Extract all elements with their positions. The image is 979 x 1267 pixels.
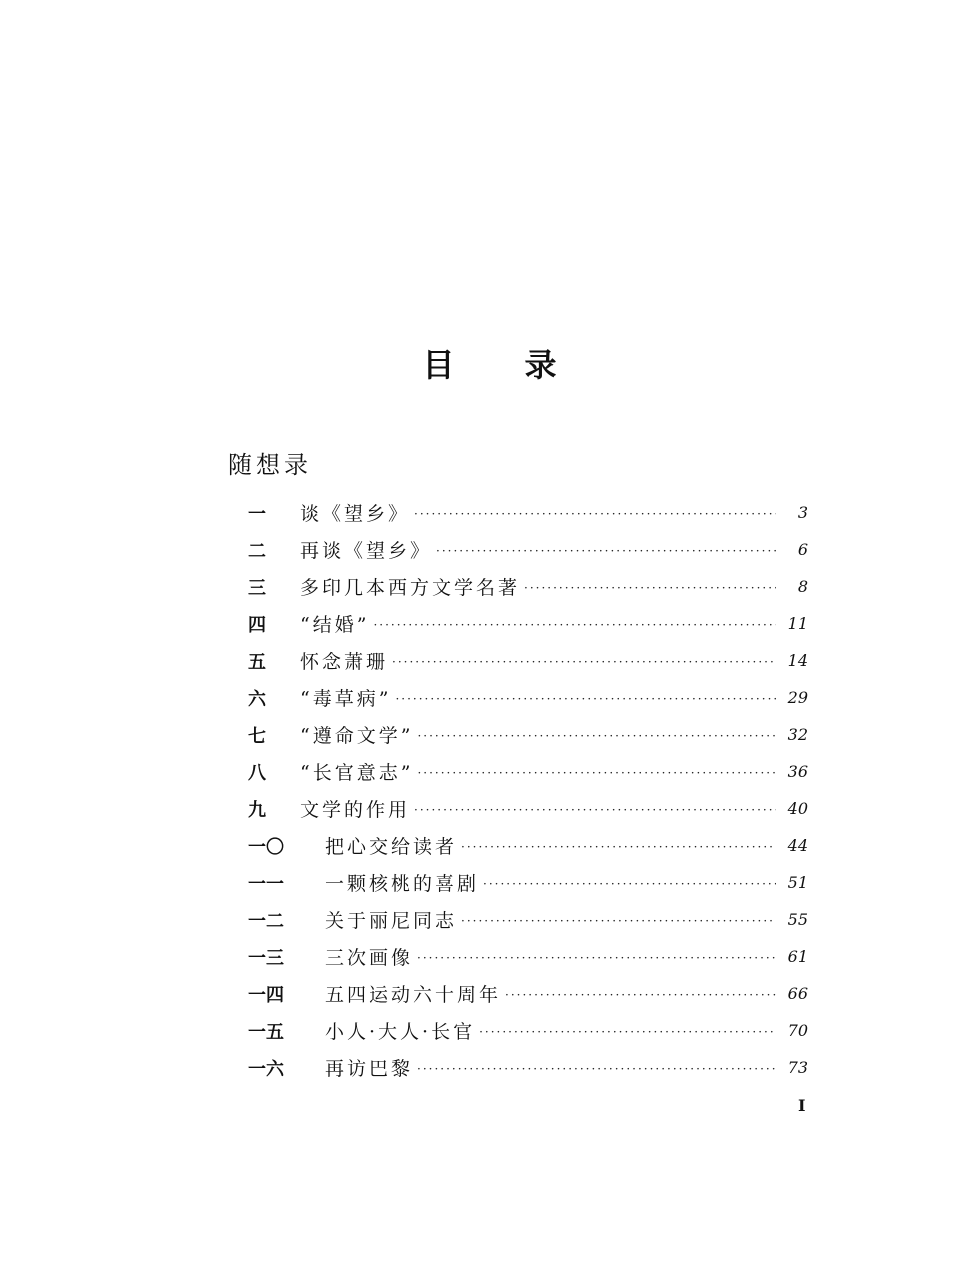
page-folio: I — [798, 1096, 806, 1115]
entry-number: 一一 — [248, 873, 284, 895]
entry-page-number: 14 — [787, 651, 808, 670]
dot-leader — [414, 803, 776, 817]
entry-number: 六 — [248, 688, 266, 710]
toc-entry — [248, 679, 808, 716]
entry-title: 把心交给读者 — [325, 836, 458, 858]
entry-page-number: 51 — [787, 873, 808, 892]
toc-entry — [248, 531, 808, 568]
entry-page-number: 8 — [797, 577, 808, 596]
entry-title: 文学的作用 — [300, 799, 411, 821]
dot-leader — [417, 766, 776, 780]
dot-leader — [436, 544, 776, 558]
entry-title: 小人·大人·长官 — [325, 1021, 476, 1043]
toc-entry — [248, 568, 808, 605]
dot-leader — [414, 507, 776, 521]
entry-title: 谈《望乡》 — [300, 503, 411, 525]
entry-title: 三次画像 — [325, 947, 414, 969]
toc-entry — [248, 642, 808, 679]
entry-page-number: 40 — [787, 799, 808, 818]
entry-number: 三 — [248, 577, 266, 599]
toc-entry — [248, 975, 808, 1012]
toc-entry — [248, 716, 808, 753]
entry-page-number: 55 — [787, 910, 808, 929]
dot-leader — [483, 877, 776, 891]
title-char-1: 目 — [422, 346, 455, 384]
toc-entry — [248, 864, 808, 901]
entry-number: 一四 — [248, 984, 284, 1006]
entry-number: 一三 — [248, 947, 284, 969]
entry-number: 一六 — [248, 1058, 284, 1080]
toc-entry — [248, 494, 808, 531]
entry-title: 怀念萧珊 — [300, 651, 389, 673]
toc-entry — [248, 1049, 808, 1086]
toc-entry — [248, 1012, 808, 1049]
entry-page-number: 32 — [787, 725, 808, 744]
dot-leader — [395, 692, 776, 706]
dot-leader — [392, 655, 776, 669]
entry-number: 一〇 — [248, 836, 284, 858]
title-char-2: 录 — [524, 346, 557, 384]
entry-number: 一五 — [248, 1021, 284, 1043]
entry-page-number: 44 — [787, 836, 808, 855]
entry-page-number: 6 — [797, 540, 808, 559]
entry-page-number: 66 — [787, 984, 808, 1003]
entry-page-number: 3 — [797, 503, 808, 522]
entry-title: 五四运动六十周年 — [325, 984, 502, 1006]
entry-page-number: 73 — [787, 1058, 808, 1077]
dot-leader — [417, 729, 776, 743]
toc-entry — [248, 938, 808, 975]
dot-leader — [461, 840, 776, 854]
entry-number: 一二 — [248, 910, 284, 932]
entry-number: 八 — [248, 762, 266, 784]
section-heading: 随想录 — [228, 451, 312, 479]
entry-number: 九 — [248, 799, 266, 821]
dot-leader — [505, 988, 776, 1002]
entry-title: 再谈《望乡》 — [300, 540, 433, 562]
dot-leader — [417, 1062, 776, 1076]
entry-number: 五 — [248, 651, 266, 673]
entry-title: 再访巴黎 — [325, 1058, 414, 1080]
dot-leader — [417, 951, 776, 965]
entry-title: “结婚” — [300, 614, 370, 636]
entry-number: 一 — [248, 503, 266, 525]
entry-page-number: 11 — [787, 614, 808, 633]
toc-entry — [248, 790, 808, 827]
entry-title: “长官意志” — [300, 762, 414, 784]
entry-page-number: 61 — [787, 947, 808, 966]
toc-entry — [248, 901, 808, 938]
toc-entry — [248, 753, 808, 790]
entry-title: “遵命文学” — [300, 725, 414, 747]
entry-title: “毒草病” — [300, 688, 392, 710]
toc-entry — [248, 605, 808, 642]
entry-title: 关于丽尼同志 — [325, 910, 458, 932]
entry-title: 多印几本西方文学名著 — [300, 577, 521, 599]
entry-number: 七 — [248, 725, 266, 747]
dot-leader — [373, 618, 776, 632]
table-of-contents — [248, 494, 808, 1086]
dot-leader — [524, 581, 776, 595]
toc-entry — [248, 827, 808, 864]
dot-leader — [461, 914, 776, 928]
dot-leader — [479, 1025, 776, 1039]
entry-page-number: 70 — [787, 1021, 808, 1040]
entry-page-number: 29 — [787, 688, 808, 707]
entry-number: 二 — [248, 540, 266, 562]
entry-page-number: 36 — [787, 762, 808, 781]
entry-title: 一颗核桃的喜剧 — [325, 873, 480, 895]
entry-number: 四 — [248, 614, 266, 636]
page-title — [0, 340, 979, 386]
